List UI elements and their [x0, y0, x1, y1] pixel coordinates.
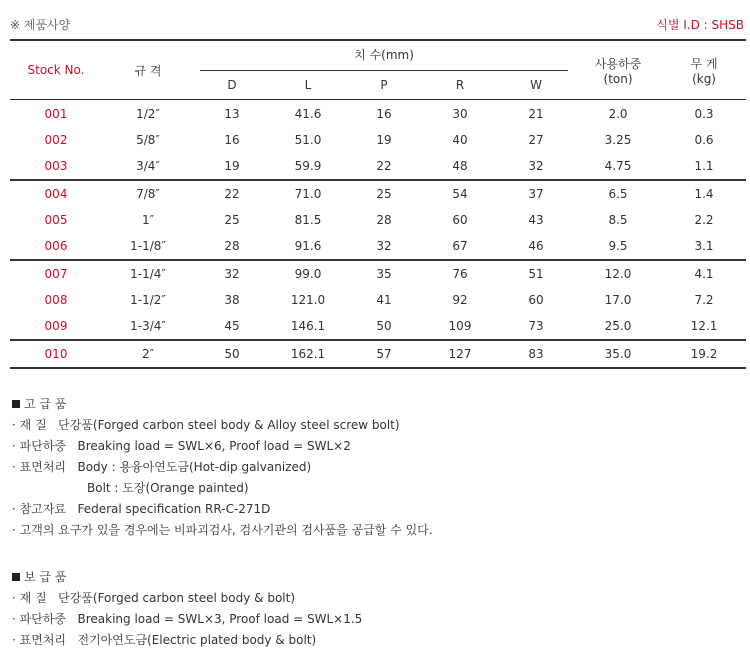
table-row — [10, 340, 746, 368]
cell-no: 001 — [44, 106, 68, 121]
cell-wt: 12.1 — [662, 313, 746, 340]
standard-title-row — [12, 567, 362, 588]
premium-title: 고 급 품 — [24, 397, 67, 411]
header-d: D — [194, 71, 270, 100]
cell-d: 25 — [224, 213, 240, 227]
cell-no: 005 — [44, 213, 68, 227]
cell-w: 51 — [528, 267, 544, 281]
cell-l: 51.0 — [294, 133, 322, 147]
premium-note: 고객의 요구가 있을 경우에는 비파괴검사, 검사기관의 검사품을 공급할 수 있다. — [19, 523, 433, 537]
cell-w: 21 — [528, 106, 544, 121]
material-label: 재 질 — [19, 418, 47, 432]
standard-material-row: · 재 질 단강품(Forged carbon steel body & bolt) — [12, 591, 296, 605]
premium-note-row: · 고객의 요구가 있을 경우에는 비파괴검사, 검사기관의 검사품을 공급할 수 있다. — [12, 523, 433, 537]
cell-wt: 3.1 — [662, 233, 746, 260]
header-w: W — [498, 71, 574, 100]
cell-p: 25 — [376, 187, 392, 201]
square-bullet-icon — [12, 573, 20, 581]
cell-p: 32 — [346, 233, 422, 260]
cell-w: 27 — [528, 133, 544, 147]
header-weight: 무 게 (kg) — [662, 40, 746, 100]
cell-no: 006 — [10, 233, 102, 260]
cell-r: 30 — [452, 106, 468, 121]
cell-no: 008 — [44, 293, 68, 307]
load-value: Breaking load = SWL×3, Proof load = SWL×1.5 — [77, 612, 363, 626]
header-working-load: 사용하중 (ton) — [574, 40, 662, 100]
cell-wt: 7.2 — [694, 293, 714, 307]
cell-l: 81.5 — [294, 213, 322, 227]
cell-l: 59.9 — [270, 153, 346, 180]
premium-ref-row: · 참고자료 Federal specification RR-C-271D — [12, 502, 271, 516]
cell-p: 28 — [376, 213, 392, 227]
cell-size: 1-1/8″ — [102, 233, 194, 260]
material-label: 재 질 — [19, 591, 47, 605]
cell-p: 41 — [376, 293, 392, 307]
cell-r: 92 — [452, 293, 468, 307]
cell-r: 48 — [422, 153, 498, 180]
cell-wt: 4.1 — [694, 267, 714, 281]
cell-load: 17.0 — [604, 293, 632, 307]
cell-r: 67 — [422, 233, 498, 260]
cell-wt: 1.4 — [694, 187, 714, 201]
cell-d: 38 — [224, 293, 240, 307]
premium-finish-bolt-row — [12, 478, 433, 499]
cell-no: 004 — [44, 187, 68, 201]
cell-d: 50 — [194, 340, 270, 368]
cell-d: 28 — [194, 233, 270, 260]
cell-no: 009 — [10, 313, 102, 340]
cell-d: 22 — [224, 187, 240, 201]
load-label: 파단하중 — [19, 612, 67, 626]
header-r: R — [422, 71, 498, 100]
product-identifier: 식별 I.D : SHSB — [656, 18, 744, 32]
cell-size: 2″ — [102, 340, 194, 368]
cell-wt: 1.1 — [662, 153, 746, 180]
cell-r: 127 — [422, 340, 498, 368]
cell-r: 109 — [422, 313, 498, 340]
standard-title: 보 급 품 — [24, 570, 67, 584]
header-p: P — [346, 71, 422, 100]
table-row — [10, 207, 746, 233]
cell-w: 32 — [498, 153, 574, 180]
cell-load: 25.0 — [574, 313, 662, 340]
cell-w: 73 — [498, 313, 574, 340]
cell-w: 83 — [498, 340, 574, 368]
cell-w: 60 — [528, 293, 544, 307]
cell-wt: 2.2 — [694, 213, 714, 227]
premium-finish-row: · 표면처리 Body : 용융아연도금(Hot-dip galvanized) — [12, 460, 312, 474]
cell-d: 13 — [224, 106, 240, 121]
premium-title-row — [12, 394, 433, 415]
cell-l: 162.1 — [270, 340, 346, 368]
cell-no: 003 — [10, 153, 102, 180]
cell-r: 54 — [452, 187, 468, 201]
table-row — [10, 153, 746, 180]
material-value: 단강품(Forged carbon steel body & Alloy steel screw bolt) — [58, 418, 400, 432]
cell-w: 46 — [498, 233, 574, 260]
square-bullet-icon — [12, 400, 20, 408]
cell-no: 010 — [10, 340, 102, 368]
cell-p: 16 — [376, 106, 392, 121]
premium-load-row: · 파단하중 Breaking load = SWL×6, Proof load = SWL×2 — [12, 439, 351, 453]
cell-load: 35.0 — [574, 340, 662, 368]
cell-d: 45 — [194, 313, 270, 340]
cell-d: 32 — [224, 267, 240, 281]
cell-size: 5/8″ — [136, 133, 160, 147]
cell-load: 12.0 — [604, 267, 632, 281]
cell-size: 1-1/4″ — [130, 267, 166, 281]
header-dimensions: 치 수(mm) — [194, 40, 574, 71]
cell-p: 35 — [376, 267, 392, 281]
cell-d: 16 — [224, 133, 240, 147]
cell-size: 1/2″ — [136, 106, 160, 121]
cell-load: 3.25 — [604, 133, 632, 147]
finish-bolt-value: Bolt : 도장(Orange painted) — [87, 481, 249, 495]
premium-notes — [12, 394, 433, 541]
finish-label: 표면처리 — [19, 460, 67, 474]
section-title: ※ 제품사양 — [10, 18, 71, 32]
table-row — [10, 100, 746, 128]
table-row — [10, 287, 746, 313]
table-row — [10, 313, 746, 340]
premium-material-row: · 재 질 단강품(Forged carbon steel body & Alloy steel screw bolt) — [12, 418, 400, 432]
ref-label: 참고자료 — [19, 502, 67, 516]
table-row — [10, 260, 746, 287]
table-row — [10, 233, 746, 260]
cell-l: 146.1 — [270, 313, 346, 340]
cell-size: 3/4″ — [102, 153, 194, 180]
cell-load: 8.5 — [608, 213, 628, 227]
cell-wt: 0.6 — [694, 133, 714, 147]
cell-wt: 0.3 — [694, 106, 714, 121]
header-stock-no: Stock No. — [10, 40, 102, 100]
ref-value: Federal specification RR-C-271D — [77, 502, 271, 516]
cell-p: 19 — [376, 133, 392, 147]
cell-w: 37 — [528, 187, 544, 201]
cell-load: 6.5 — [608, 187, 628, 201]
spec-header-bar — [10, 16, 744, 32]
finish-body-value: Body : 용융아연도금(Hot-dip galvanized) — [77, 460, 312, 474]
cell-r: 76 — [452, 267, 468, 281]
cell-p: 50 — [346, 313, 422, 340]
cell-wt: 19.2 — [662, 340, 746, 368]
table-row — [10, 127, 746, 153]
cell-load: 4.75 — [574, 153, 662, 180]
cell-p: 22 — [346, 153, 422, 180]
standard-notes — [12, 567, 362, 651]
cell-d: 19 — [194, 153, 270, 180]
cell-size: 7/8″ — [136, 187, 160, 201]
finish-label: 표면처리 — [19, 633, 67, 647]
load-value: Breaking load = SWL×6, Proof load = SWL×2 — [77, 439, 351, 453]
cell-size: 1-3/4″ — [102, 313, 194, 340]
cell-l: 99.0 — [294, 267, 322, 281]
cell-l: 41.6 — [294, 106, 322, 121]
cell-p: 57 — [346, 340, 422, 368]
spec-table — [10, 39, 746, 369]
cell-no: 002 — [44, 133, 68, 147]
material-value: 단강품(Forged carbon steel body & bolt) — [58, 591, 296, 605]
header-spec: 규 격 — [102, 40, 194, 100]
header-l: L — [270, 71, 346, 100]
spec-table-body — [10, 100, 746, 369]
table-row — [10, 180, 746, 207]
cell-r: 60 — [452, 213, 468, 227]
standard-load-row: · 파단하중 Breaking load = SWL×3, Proof load = SWL×1.5 — [12, 612, 363, 626]
standard-finish-row: · 표면처리 전기아연도금(Electric plated body & bolt) — [12, 633, 317, 647]
cell-size: 1-1/2″ — [130, 293, 166, 307]
cell-size: 1″ — [141, 213, 155, 227]
cell-l: 71.0 — [294, 187, 322, 201]
load-label: 파단하중 — [19, 439, 67, 453]
finish-value: 전기아연도금(Electric plated body & bolt) — [77, 633, 317, 647]
cell-l: 121.0 — [290, 293, 326, 307]
cell-load: 9.5 — [574, 233, 662, 260]
cell-r: 40 — [452, 133, 468, 147]
cell-no: 007 — [44, 267, 68, 281]
cell-w: 43 — [528, 213, 544, 227]
cell-l: 91.6 — [270, 233, 346, 260]
cell-load: 2.0 — [608, 106, 628, 121]
